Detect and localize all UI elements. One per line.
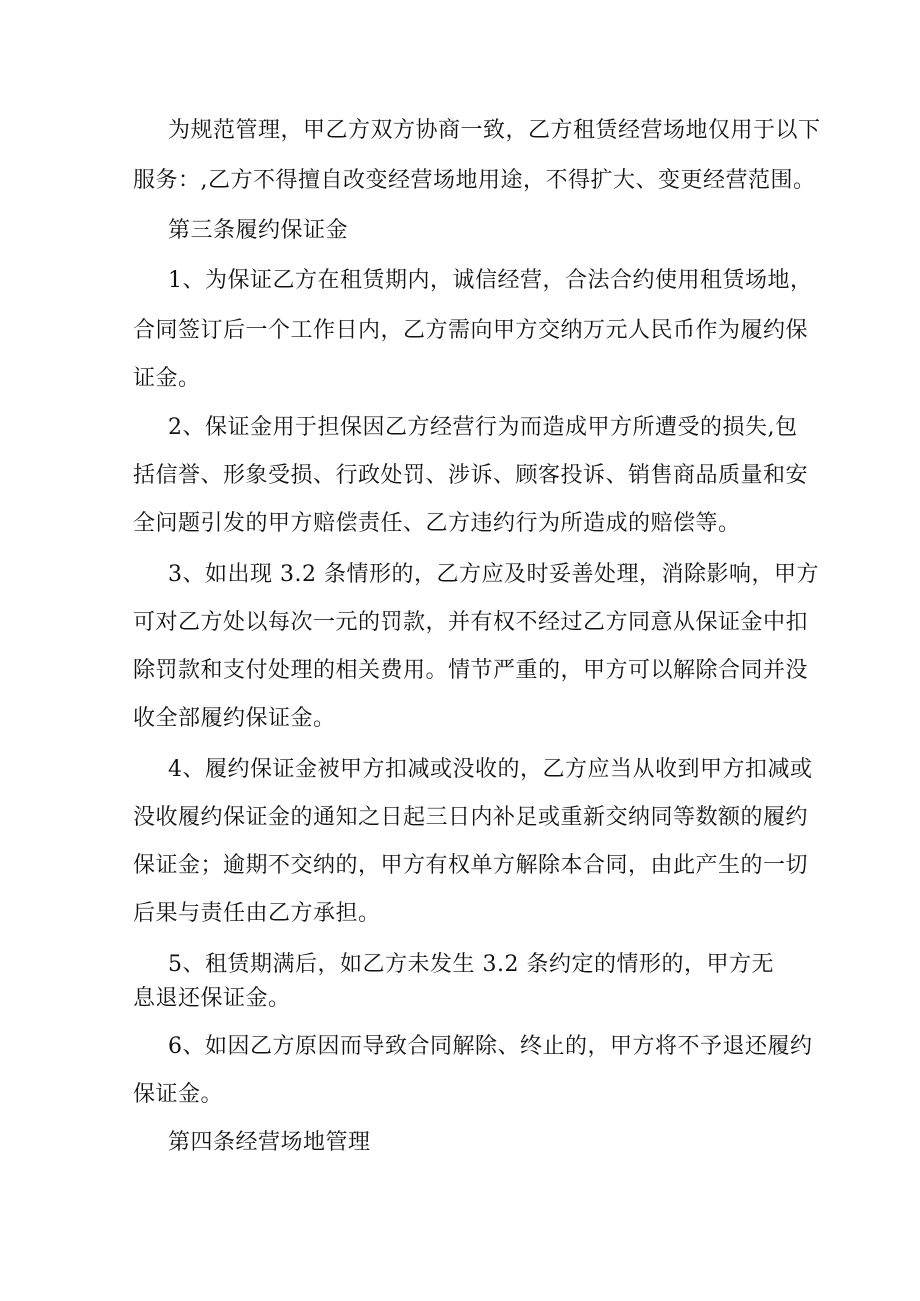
text-line: 3、如出现 3.2 条情形的，乙方应及时妥善处理，消除影响，甲方 [168,562,819,587]
text-line: 6、如因乙方原因而导致合同解除、终止的，甲方将不予退还履约 [168,1034,813,1059]
text-line: 没收履约保证金的通知之日起三日内补足或重新交纳同等数额的履约 [133,805,809,830]
text-line: 4、履约保证金被甲方扣减或没收的，乙方应当从收到甲方扣减或 [168,757,813,782]
section-heading: 第三条履约保证金 [168,218,349,243]
text-line: 2、保证金用于担保因乙方经营行为而造成甲方所遭受的损失,包 [168,415,798,440]
text-line: 全问题引发的甲方赔偿责任、乙方违约行为所造成的赔偿等。 [133,511,741,536]
text-line: 收全部履约保证金。 [133,706,336,731]
text-line: 合同签订后一个工作日内，乙方需向甲方交纳万元人民币作为履约保 [133,318,809,343]
text-line: 可对乙方处以每次一元的罚款，并有权不经过乙方同意从保证金中扣 [133,610,809,635]
text-line: 保证金。 [133,1082,224,1107]
text-line: 服务：,乙方不得擅自改变经营场地用途，不得扩大、变更经营范围。 [133,168,816,193]
text-line: 息退还保证金。 [133,986,291,1011]
section-heading: 第四条经营场地管理 [168,1130,371,1155]
text-line: 为规范管理，甲乙方双方协商一致，乙方租赁经营场地仅用于以下 [168,118,821,143]
text-line: 证金。 [133,366,201,391]
text-line: 后果与责任由乙方承担。 [133,901,381,926]
text-line: 括信誉、形象受损、行政处罚、涉诉、顾客投诉、销售商品质量和安 [133,463,809,488]
text-line: 保证金；逾期不交纳的，甲方有权单方解除本合同，由此产生的一切 [133,853,809,878]
text-line: 5、租赁期满后，如乙方未发生 3.2 条约定的情形的，甲方无 [168,952,774,977]
text-line: 1、为保证乙方在租赁期内，诚信经营，合法合约使用租赁场地， [168,268,813,293]
text-line: 除罚款和支付处理的相关费用。情节严重的，甲方可以解除合同并没 [133,658,809,683]
